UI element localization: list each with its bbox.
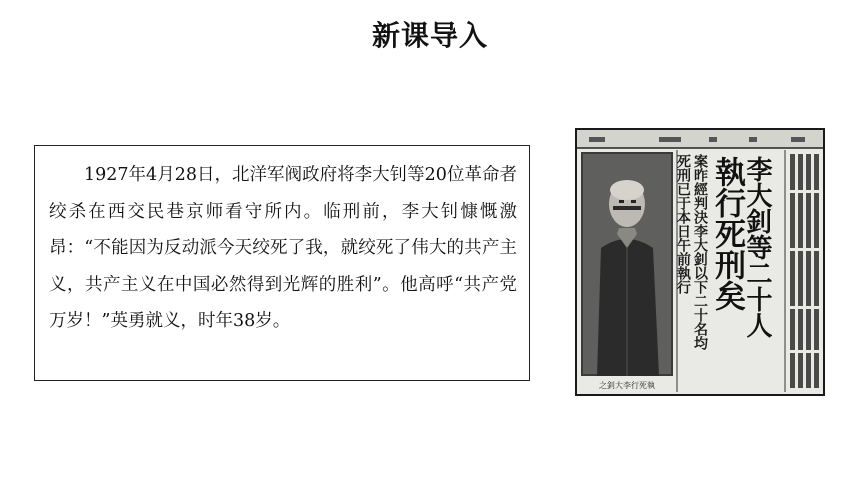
page-title: 新课导入 [371,19,488,52]
subheadline-2: 死刑已于本日午前執行 [675,154,691,294]
photo-caption: 之釗大李行死執 [599,381,655,390]
headline-execution: 執行死刑矣 [709,156,745,311]
headline-main: 李大釗等二十人 [742,156,772,338]
narrative-text-box [34,145,530,381]
newspaper-clipping-graphic [577,130,823,394]
narrative-paragraph: 1927年4月28日，北洋军阀政府将李大钊等20位革命者绞杀在西交民巷京师看守所内。临刑前，李大钊慷慨激昂：“不能因为反动派今天绞死了我，就绞死了伟大的共产主义，共产主义在中国必然得到光辉的胜利”。他高呼“共产党万岁！”英勇就义，时年38岁。 [49,165,517,331]
masthead-strip [577,130,823,148]
subheadline: 案昨經判決李大釗以下二十名均 [692,154,708,350]
newspaper-clipping-image [575,128,825,396]
